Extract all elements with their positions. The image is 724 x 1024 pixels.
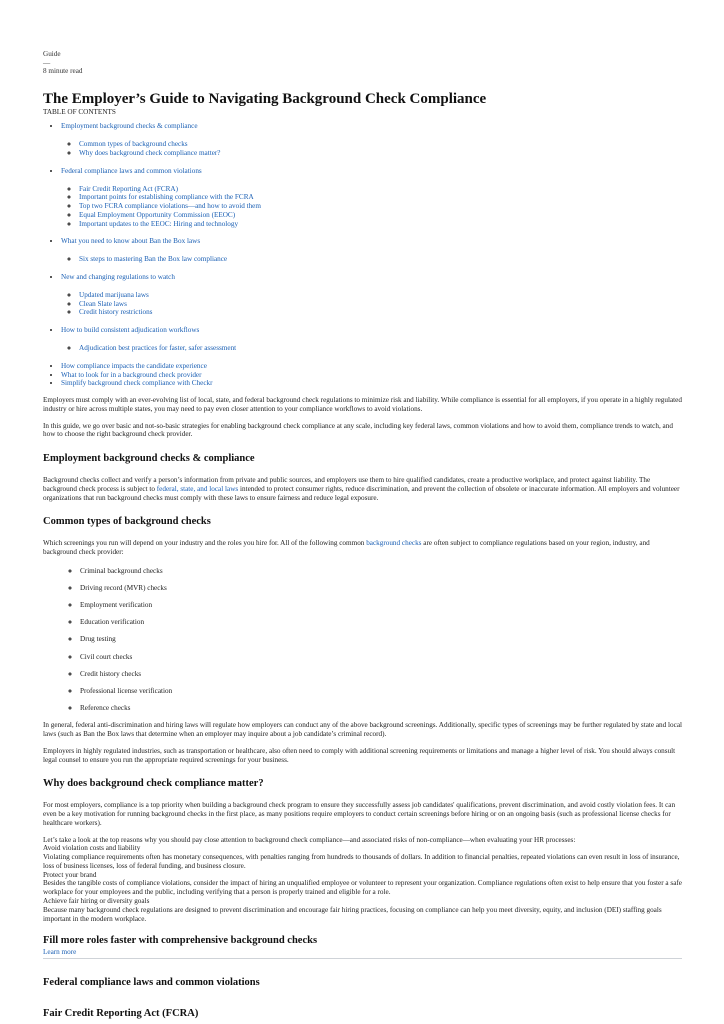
- cta-title: Fill more roles faster with comprehensive background checks: [43, 935, 318, 947]
- toc-label: TABLE OF CONTENTS: [43, 107, 116, 116]
- list-item: ◦ Professional license verification: [80, 687, 682, 696]
- toc-link[interactable]: Employment background checks & compliance: [61, 122, 198, 131]
- toc-sublink[interactable]: Adjudication best practices for faster, safer assessment: [79, 343, 237, 352]
- toc-sublink[interactable]: Why does background check compliance matter?: [79, 149, 221, 158]
- section-heading: Employment background checks & compliance: [43, 453, 255, 465]
- toc-sublink[interactable]: Common types of background checks: [79, 140, 188, 149]
- toc-subitem: [79, 193, 682, 202]
- list-item: ◦ Drug testing: [80, 635, 682, 644]
- toc-subitem: [79, 202, 682, 211]
- toc-item: [61, 237, 682, 264]
- article-meta: [43, 50, 682, 76]
- toc-link[interactable]: Federal compliance laws and common violations: [61, 166, 202, 175]
- toc-link[interactable]: How to build consistent adjudication workflows: [61, 326, 200, 335]
- toc-item: [61, 326, 682, 353]
- reason-text: Besides the tangible costs of compliance violations, consider the impact of hiring an unqualified employee or volunteer to represent your organization. Compliance regulations often exist to help ensure that you foster a safe workplace for your employees and the public, including verifying that a person is properly trained and eligible for a role.: [43, 879, 682, 897]
- toc-sublist: [61, 291, 682, 317]
- intro-paragraph: Employers must comply with an ever-evolving list of local, state, and federal background check regulations to minimize risk and liability. While compliance is essential for all employers, if you operate in a highly regulated industry or hire across multiple states, you may need to pay even closer attention to your compliance workflows to avoid violations.: [43, 396, 682, 413]
- list-item: ◦ Driving record (MVR) checks: [80, 584, 682, 593]
- toc-sublink[interactable]: Clean Slate laws: [79, 299, 127, 308]
- paragraph-text: are often subject to compliance regulations based on your region, industry, and background check provider:: [43, 539, 650, 556]
- toc-subitem: [79, 185, 682, 194]
- toc-subitem: [79, 140, 682, 149]
- toc-subitem: [79, 344, 682, 353]
- toc-sublink[interactable]: Credit history restrictions: [79, 308, 153, 317]
- toc-item: [61, 167, 682, 229]
- toc-sublink[interactable]: Fair Credit Reporting Act (FCRA): [79, 184, 179, 193]
- reason-text: Violating compliance requirements often has monetary consequences, with penalties ranging from hundreds to thousands of dollars. In addition to financial penalties, repeated violations can even result in loss of insurance, loss of business licenses, loss of federal funding, and business closure.: [43, 853, 680, 870]
- check-types-list: [43, 567, 682, 713]
- background-checks-link[interactable]: background checks: [366, 539, 422, 548]
- toc-item: [61, 379, 682, 388]
- section-paragraph: [43, 539, 682, 557]
- read-time: 8 minute read: [43, 67, 83, 76]
- section-heading: Common types of background checks: [43, 516, 211, 528]
- reason-title: Protect your brand: [43, 870, 97, 879]
- toc-item: [61, 273, 682, 317]
- toc-sublink[interactable]: Six steps to mastering Ban the Box law compliance: [79, 255, 228, 264]
- learn-more-link[interactable]: Learn more: [43, 948, 77, 957]
- toc-subitem: [79, 211, 682, 220]
- toc-item: [61, 371, 682, 380]
- toc-subitem: [79, 220, 682, 229]
- toc-link[interactable]: What to look for in a background check provider: [61, 370, 202, 379]
- intro-paragraph: In this guide, we go over basic and not-so-basic strategies for enabling background check compliance at any scale, including key federal laws, common violations and how to avoid them, compliance trends to watch, and how to choose the right background check provider.: [43, 421, 673, 439]
- paragraph-text: intended to protect consumer rights, reduce discrimination, and prevent the collection of obsolete or inaccurate information. All employers and volunteer organizations that run background checks must comply with these laws to ensure fairness and reduce legal exposure.: [43, 484, 680, 502]
- toc-sublist: [61, 255, 682, 264]
- toc-item: [61, 122, 682, 157]
- section-paragraph: [43, 476, 682, 502]
- section-paragraph: In general, federal anti-discrimination and hiring laws will regulate how employers can conduct any of the above background screenings. Additionally, specific types of screenings may be further regulated by state and local laws (such as Ban the Box laws that determine when an employer may inquire about a job candidate’s criminal record).: [43, 721, 683, 739]
- table-of-contents: [43, 122, 682, 388]
- toc-item: [61, 362, 682, 371]
- list-item: ◦ Credit history checks: [80, 670, 682, 679]
- toc-link[interactable]: What you need to know about Ban the Box laws: [61, 237, 201, 246]
- toc-sublink[interactable]: Updated marijuana laws: [79, 290, 149, 299]
- section-heading: Why does background check compliance matter?: [43, 778, 264, 790]
- toc-subitem: [79, 308, 682, 317]
- toc-sublink[interactable]: Top two FCRA compliance violations—and how to avoid them: [79, 202, 261, 211]
- toc-sublist: [61, 185, 682, 229]
- section-paragraph: Let’s take a look at the top reasons why you should pay close attention to background check compliance—and associated risks of non-compliance—when evaluating your HR processes:: [43, 835, 576, 844]
- laws-link[interactable]: federal, state, and local laws: [156, 484, 239, 493]
- toc-link[interactable]: How compliance impacts the candidate experience: [61, 361, 207, 370]
- list-item: ◦ Criminal background checks: [80, 567, 682, 576]
- toc-link[interactable]: Simplify background check compliance with Checkr: [61, 379, 213, 388]
- category-label: Guide: [43, 50, 61, 58]
- toc-sublink[interactable]: Equal Employment Opportunity Commission (EEOC): [79, 210, 236, 219]
- reason-title: Achieve fair hiring or diversity goals: [43, 896, 150, 905]
- toc-sublist: [61, 344, 682, 353]
- reasons-block: [43, 836, 682, 924]
- meta-divider: —: [43, 58, 51, 67]
- section-paragraph: Employers in highly regulated industries, such as transportation or healthcare, also often need to comply with additional screening requirements or limitations and manage a higher level of risk. You should always consult legal counsel to ensure you run the appropriate required screenings for your business.: [43, 746, 676, 764]
- section-heading: Fair Credit Reporting Act (FCRA): [43, 1007, 199, 1019]
- toc-sublink[interactable]: Important points for establishing compliance with the FCRA: [79, 193, 254, 202]
- list-item: ◦ Reference checks: [80, 704, 682, 713]
- toc-sublist: [61, 140, 682, 158]
- page-title: The Employer’s Guide to Navigating Background Check Compliance: [43, 90, 487, 107]
- toc-subitem: [79, 255, 682, 264]
- toc-subitem: [79, 149, 682, 158]
- cta-banner: [43, 935, 682, 959]
- paragraph-text: Background checks collect and verify a person’s information from private and public sources, and employers use them to hire qualified candidates, create a productive workplace, and protect against liability. The background check process is subject to: [43, 476, 651, 493]
- toc-subitem: [79, 300, 682, 309]
- section-paragraph: For most employers, compliance is a top priority when building a background check program to ensure they successfully assess job candidates' qualifications, prevent discrimination, and avoid costly violation fees. It can even be a key motivation for running background checks in the first place, as many positions require employers to conduct certain screenings before hiring or on an ongoing basis (such as professional license checks for healthcare workers).: [43, 801, 676, 827]
- reason-title: Avoid violation costs and liability: [43, 844, 141, 853]
- list-item: ◦ Civil court checks: [80, 653, 682, 662]
- reason-text: Because many background check regulations are designed to prevent discrimination and encourage fair hiring practices, focusing on compliance can help you meet diversity, equity, and inclusion (DEI) staffing goals important in the modern workplace.: [43, 905, 662, 923]
- toc-subitem: [79, 291, 682, 300]
- toc-link[interactable]: New and changing regulations to watch: [61, 273, 175, 282]
- toc-sublink[interactable]: Important updates to the EEOC: Hiring and technology: [79, 219, 239, 228]
- list-item: ◦ Education verification: [80, 618, 682, 627]
- paragraph-text: Which screenings you run will depend on your industry and the roles you hire for. All of the following common: [43, 539, 367, 548]
- list-item: ◦ Employment verification: [80, 601, 682, 610]
- section-heading: Federal compliance laws and common violations: [43, 976, 260, 988]
